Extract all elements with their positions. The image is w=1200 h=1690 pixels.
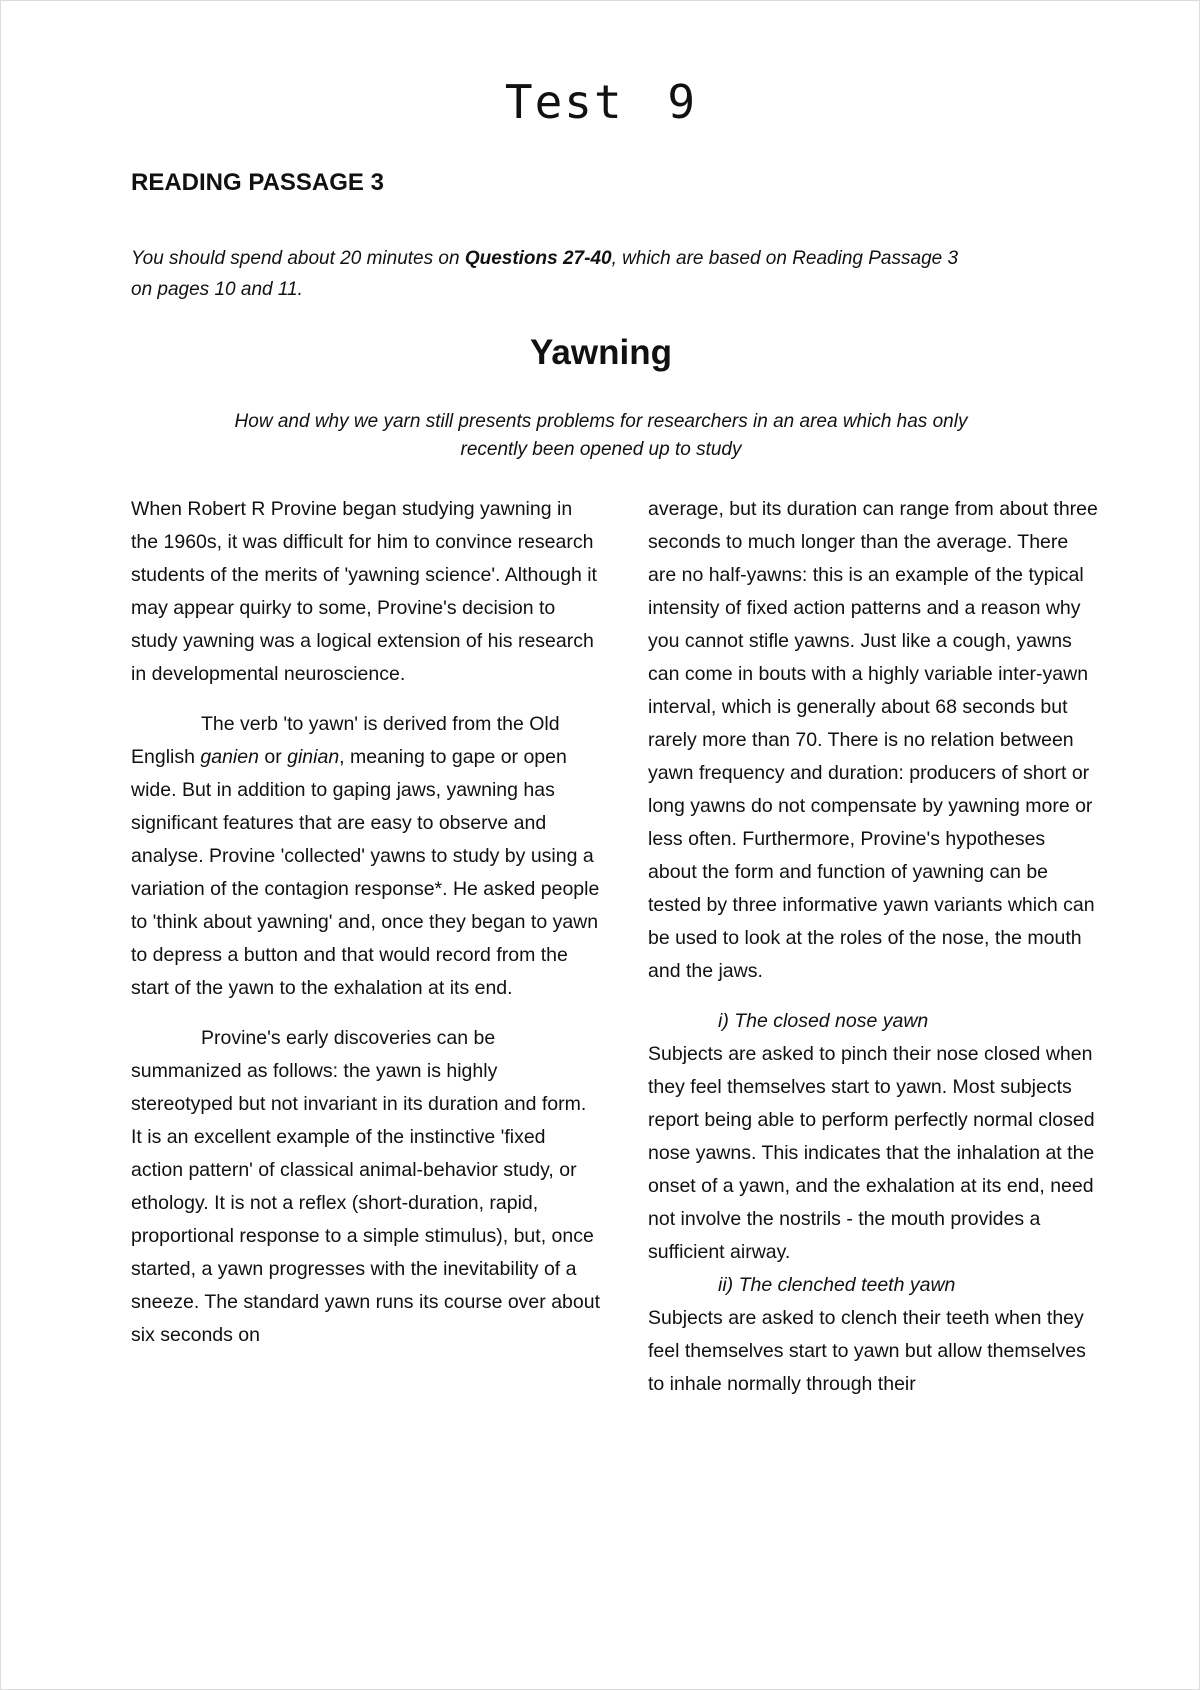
passage-subtitle: How and why we yarn still presents problems for researchers in an area which has only recently been opened up to study bbox=[234, 411, 968, 460]
variant-1-heading: i) The closed nose yawn bbox=[718, 1010, 929, 1032]
paragraph-2-part-b: , meaning to gape or open wide. But in addition to gaping jaws, yawning has significant features that are easy to observe and analyse. Provine 'collected' yawns to study by using a variation of the contagion response*. He asked people to 'think about yawning' and, once they began to yawn to depress a button and that would record from the start of the yawn to the exhalation at its end. bbox=[131, 746, 600, 999]
instructions bbox=[131, 243, 971, 305]
passage-title: Yawning bbox=[530, 333, 672, 372]
paragraph-2-part-a: The verb 'to yawn' is derived from the Old English bbox=[131, 713, 560, 768]
paragraph-2-or: or bbox=[258, 746, 288, 768]
term-ganien: ganien bbox=[200, 746, 259, 768]
variant-2-heading: ii) The clenched teeth yawn bbox=[718, 1274, 956, 1296]
paragraph-3-continued: average, but its duration can range from about three seconds to much longer than the average. There are no half-yawns: this is an example of the typical intensity of fixed action patterns and a reason why you cannot stifle yawns. Just like a cough, yawns can come in bouts with a highly variable inter-yawn interval, which is generally about 68 seconds but rarely more than 70. There is no relation between yawn frequency and duration: producers of short or long yawns do not compensate by yawning more or less often. Furthermore, Provine's hypotheses about the form and function of yawning can be tested by three informative yawn variants which can be used to look at the roles of the nose, the mouth and the jaws. bbox=[648, 498, 1098, 982]
test-title: Test 9 bbox=[504, 75, 698, 129]
variant-2-text: Subjects are asked to clench their teeth when they feel themselves start to yawn but allow themselves to inhale normally through their bbox=[648, 1307, 1086, 1395]
term-ginian: ginian bbox=[287, 746, 340, 768]
section-title: READING PASSAGE 3 bbox=[131, 169, 384, 196]
variant-1-text: Subjects are asked to pinch their nose closed when they feel themselves start to yawn. Most subjects report being able to perform perfectly normal closed nose yawns. This indicates that the inhalation at the onset of a yawn, and the exhalation at its end, need not involve the nostrils - the mouth provides a sufficient airway. bbox=[648, 1043, 1095, 1263]
paragraph-1: When Robert R Provine began studying yawning in the 1960s, it was difficult for him to convince research students of the merits of 'yawning science'. Although it may appear quirky to some, Provine's decision to study yawning was a logical extension of his research in developmental neuroscience. bbox=[131, 498, 597, 685]
left-column bbox=[131, 493, 601, 1352]
paragraph-2 bbox=[131, 708, 601, 1005]
right-column bbox=[648, 493, 1098, 1401]
instructions-prefix: You should spend about 20 minutes on bbox=[131, 248, 465, 269]
instructions-questions: Questions 27-40 bbox=[464, 248, 612, 269]
paragraph-3: Provine's early discoveries can be summanized as follows: the yawn is highly stereotyped but not invariant in its duration and form. It is an excellent example of the instinctive 'fixed action pattern' of classical animal-behavior study, or ethology. It is not a reflex (short-duration, rapid, proportional response to a simple stimulus), but, once started, a yawn progresses with the inevitability of a sneeze. The standard yawn runs its course over about six seconds on bbox=[131, 1027, 600, 1346]
instructions-suffix: , which are based on Reading Passage 3 on pages 10 and 11. bbox=[131, 248, 959, 300]
